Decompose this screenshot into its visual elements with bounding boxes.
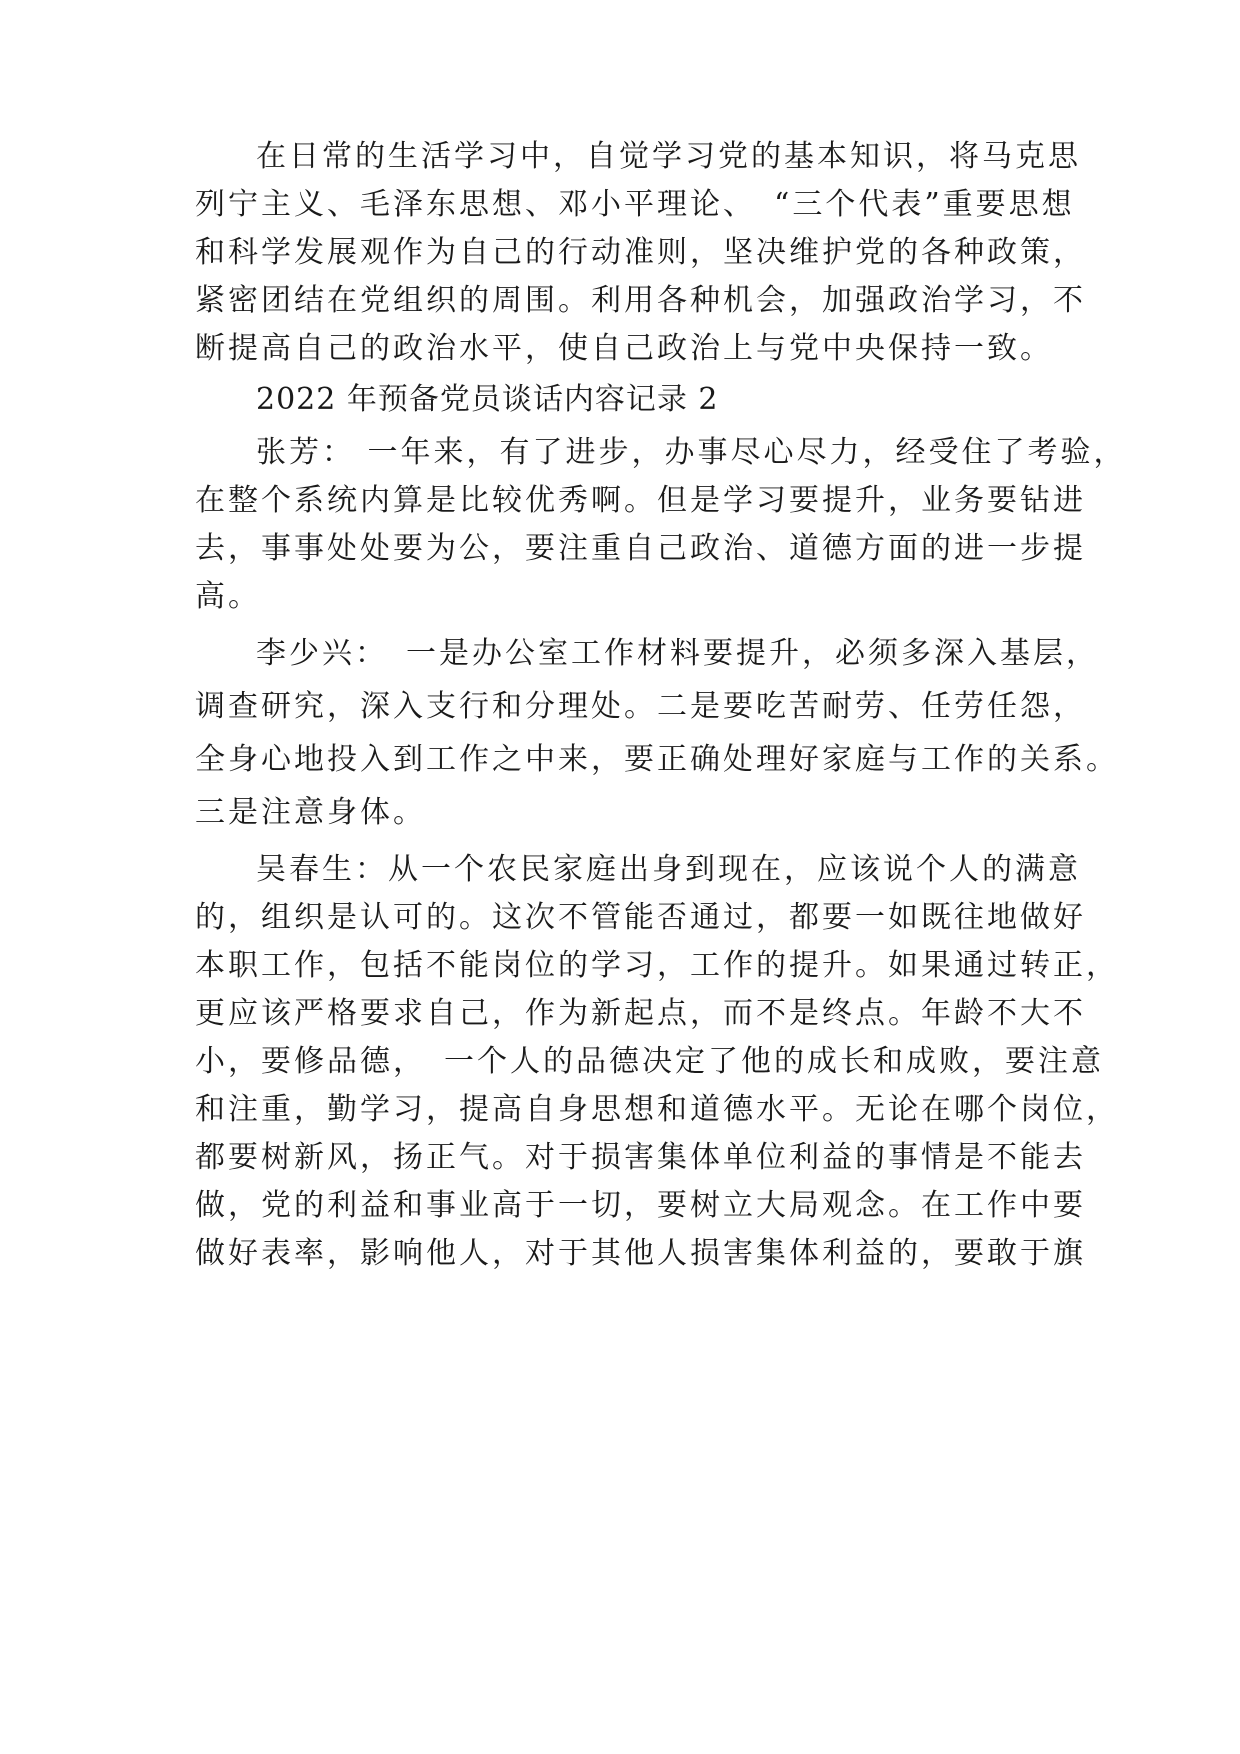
- paragraph-line: 李少兴： 一是办公室工作材料要提升，必须多深入基层，: [256, 636, 1099, 671]
- paragraph-line: 本职工作，包括不能岗位的学习，工作的提升。如果通过转正，: [195, 948, 1119, 983]
- paragraph-line: 紧密团结在党组织的周围。利用各种机会，加强政治学习，不: [195, 283, 1086, 318]
- paragraph-line: 断提高自己的政治水平，使自己政治上与党中央保持一致。: [195, 331, 1053, 366]
- paragraph-line: 和科学发展观作为自己的行动准则，坚决维护党的各种政策，: [195, 235, 1086, 270]
- paragraph-line: 高。: [195, 579, 261, 614]
- paragraph-line: 都要树新风，扬正气。对于损害集体单位利益的事情是不能去: [195, 1140, 1086, 1175]
- paragraph-line: 更应该严格要求自己，作为新起点，而不是终点。年龄不大不: [195, 996, 1086, 1031]
- paragraph-line: 在日常的生活学习中，自觉学习党的基本知识，将马克思: [256, 139, 1081, 174]
- paragraph-line: 做好表率，影响他人，对于其他人损害集体利益的，要敢于旗: [195, 1236, 1086, 1271]
- paragraph-line: 的，组织是认可的。这次不管能否通过，都要一如既往地做好: [195, 900, 1086, 935]
- paragraph-line: 全身心地投入到工作之中来，要正确处理好家庭与工作的关系。: [195, 742, 1119, 777]
- section-heading: 2022 年预备党员谈话内容记录 2: [256, 382, 719, 417]
- paragraph-line: 列宁主义、毛泽东思想、邓小平理论、 “三个代表”重要思想: [195, 187, 1075, 222]
- paragraph-line: 三是注意身体。: [195, 795, 426, 830]
- paragraph-line: 在整个系统内算是比较优秀啊。但是学习要提升，业务要钻进: [195, 483, 1086, 518]
- paragraph-line: 张芳： 一年来，有了进步，办事尽心尽力，经受住了考验，: [256, 435, 1127, 470]
- paragraph-line: 调查研究，深入支行和分理处。二是要吃苦耐劳、任劳任怨，: [195, 689, 1086, 724]
- paragraph-line: 去，事事处处要为公，要注重自己政治、道德方面的进一步提: [195, 531, 1086, 566]
- paragraph-line: 和注重，勤学习，提高自身思想和道德水平。无论在哪个岗位，: [195, 1092, 1119, 1127]
- paragraph-line: 做，党的利益和事业高于一切，要树立大局观念。在工作中要: [195, 1188, 1086, 1223]
- paragraph-line: 小，要修品德， 一个人的品德决定了他的成长和成败，要注意: [195, 1044, 1104, 1079]
- paragraph-line: 吴春生：从一个农民家庭出身到现在，应该说个人的满意: [256, 852, 1081, 887]
